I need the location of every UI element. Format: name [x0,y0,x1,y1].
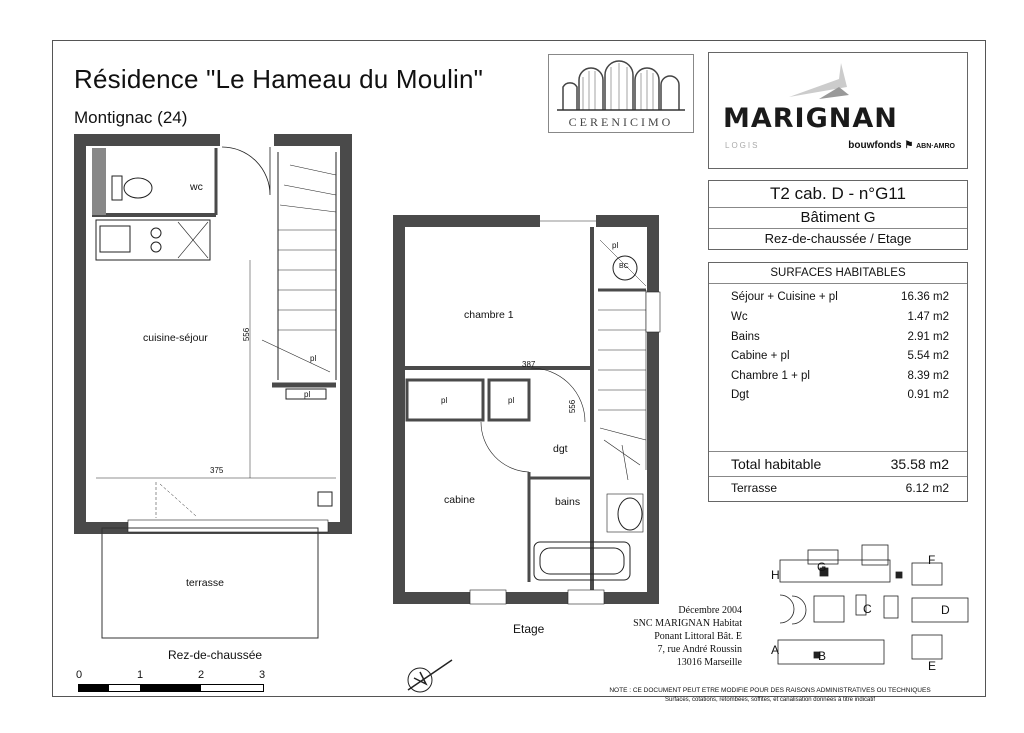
address-line: 7, rue André Roussin [657,644,742,655]
site-label-f: F [928,553,936,567]
address-line: 13016 Marseille [676,657,742,668]
row-value: 2.91 m2 [907,331,949,343]
bouwfonds-text: bouwfonds [848,140,902,151]
upper-outer-wall [399,221,653,598]
page-subtitle: Montignac (24) [74,108,188,127]
dimension-width-upper: 387 [522,360,536,369]
entry-door-swing [222,147,270,195]
lot-name: T2 cab. D - n°G11 [709,181,967,208]
lot-levels: Rez-de-chaussée / Etage [764,231,912,246]
row-label: Séjour + Cuisine + pl [731,291,838,303]
scale-tick-2: 2 [198,669,205,681]
dimension-width: 375 [210,466,224,475]
scale-tick-3: 3 [259,669,266,681]
abn-text: ABN·AMRO [916,143,955,150]
terrace-value: 6.12 m2 [905,481,949,495]
surfaces-heading: SURFACES HABITABLES [709,263,967,284]
bay-window [128,520,328,532]
row-label: Chambre 1 + pl [731,370,810,382]
marignan-subbrand: bouwfonds ⚑ ABN·AMRO [848,140,955,151]
site-label-c: C [863,602,872,616]
disclaimer-note: NOTE : CE DOCUMENT PEUT ETRE MODIFIE POUR DES RAISONS ADMINISTRATIVES OU TECHNIQUES [609,687,931,694]
room-label-terrace: terrasse [186,577,224,589]
total-value: 35.58 m2 [890,456,949,472]
site-map [778,545,968,664]
site-label-e: E [928,659,937,673]
room-label-bedroom: chambre 1 [464,309,514,321]
scale-tick-0: 0 [76,669,83,681]
row-label: Dgt [731,389,749,401]
address-line: SNC MARIGNAN Habitat [633,618,742,629]
boiler-label: BC [619,263,629,270]
row-label: Cabine + pl [731,350,790,362]
hob-icon [151,228,161,238]
storage-label-pl2-upper: pl [508,396,515,405]
toilet-icon [124,178,152,198]
row-label: Bains [731,331,760,343]
address-date: Décembre 2004 [678,605,742,616]
storage-label-pl1: pl [441,396,448,405]
row-value: 0.91 m2 [907,389,949,401]
north-arrow-icon [408,660,452,692]
cerenicimo-wordmark: CERENICIMO [568,115,674,129]
marignan-wordmark: MARIGNAN [723,103,898,134]
terrace-label: Terrasse [731,481,778,495]
storage-label-pl3: pl [612,241,619,250]
address-line: Ponant Littoral Bât. E [654,631,742,642]
site-label-a: A [771,643,780,657]
caption-upper-floor: Etage [513,622,545,636]
page-title: Résidence "Le Hameau du Moulin" [74,64,484,94]
row-value: 16.36 m2 [901,291,949,303]
disclaimer-note-2: Surfaces, cotations, retombées, soffites, et canalisation données à titre indicatif [664,697,875,703]
total-label: Total habitable [731,456,822,472]
ground-floor-plan [80,133,346,638]
caption-ground-floor: Rez-de-chaussée [168,648,263,662]
dimension-height: 556 [242,327,252,342]
scale-tick-1: 1 [137,669,144,681]
room-label-cabin: cabine [444,494,475,506]
room-label-landing: dgt [553,443,568,455]
row-value: 1.47 m2 [907,311,949,323]
site-label-b: B [818,649,827,663]
site-label-g: G [817,560,827,574]
room-label-wc: wc [190,181,203,193]
lot-building: Bâtiment G [709,208,967,229]
marignan-tiny-text: LOGIS [725,141,760,150]
upper-floor-plan [399,214,660,604]
room-label-bath: bains [555,496,581,508]
upper-stair [598,290,646,480]
site-label-h: H [771,568,780,582]
row-label: Wc [731,311,748,323]
site-label-d: D [941,603,950,617]
sink-icon [100,226,130,252]
room-label-kitchen-living: cuisine-séjour [143,332,208,344]
storage-label-pl: pl [310,354,317,363]
row-value: 5.54 m2 [907,350,949,362]
scale-bar [78,684,264,692]
dimension-height-upper: 556 [568,399,578,414]
developer-address [608,604,742,669]
storage-label-pl2: pl [304,390,311,399]
washbasin-icon [618,498,642,530]
row-value: 8.39 m2 [907,370,949,382]
entry-door-gap [220,133,274,147]
